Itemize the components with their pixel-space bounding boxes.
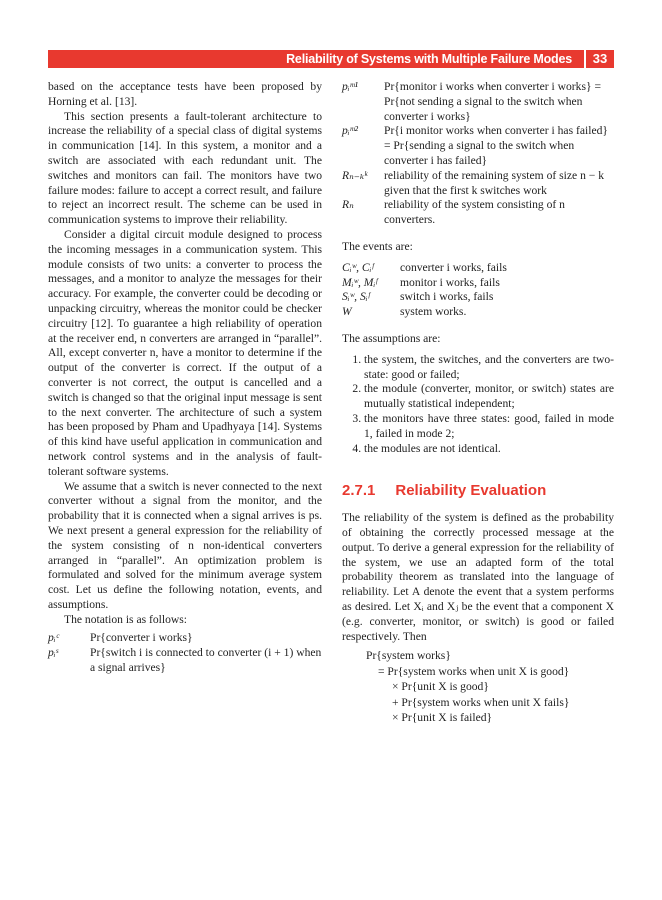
assumptions-intro: The assumptions are:	[342, 331, 441, 345]
notation-definition: Pr{monitor i works when converter i works} = Pr{not sending a signal to the switch when converter i works}	[384, 80, 601, 123]
section-title: Reliability Evaluation	[395, 482, 547, 500]
notation-definition: Pr{i monitor works when converter i has failed} = Pr{sending a signal to the switch when converter i has failed}	[384, 124, 608, 167]
event-symbol: Mᵢʷ, Mᵢᶠ	[342, 275, 378, 289]
notation-list	[342, 80, 614, 228]
assumptions-list	[342, 353, 614, 457]
events-intro: The events are:	[342, 239, 413, 253]
assumption-item: 2. the module (converter, monitor, or switch) states are mutually statistical independent;	[364, 382, 614, 412]
paragraph: The reliability of the system is defined as the probability of obtaining the correctly processed message at the output. To derive a general expression for the reliability of the system, we use an adapted form of the total probability theorem as translated into the language of reliability. Let A denote the event that a system performs as desired. Let Xᵢ and Xⱼ be the event that a component X (e.g. converter, monitor, or switch) is good or failed respectively. Then	[342, 511, 614, 643]
equation-line: × Pr{unit X is failed}	[392, 711, 493, 725]
notation-definition: reliability of the system consisting of n converters.	[384, 198, 565, 227]
notation-definition: Pr{switch i is connected to converter (i + 1) when a signal arrives}	[90, 646, 322, 675]
paragraph: We assume that a switch is never connected to the next converter without a signal from the monitor, and the probability that it is connected when a signal arrives is ps. We next present a general expression for the reliability of the system consisting of n non-identical converters arranged in “parallel”. An optimization problem is formulated and solved for the minimum average system cost. Let us define the following notation, events, and assumptions.	[48, 479, 322, 611]
notation-symbol: pᵢᶜ	[48, 631, 59, 645]
assumption-item: 3. the monitors have three states: good, failed in mode 1, failed in mode 2;	[364, 412, 614, 442]
event-symbol: Sᵢʷ, Sᵢᶠ	[342, 290, 370, 304]
equation	[342, 648, 614, 726]
event-symbol: W	[342, 305, 352, 319]
right-column	[342, 80, 614, 726]
equation-line: + Pr{system works when unit X fails}	[392, 695, 570, 709]
paragraph: based on the acceptance tests have been proposed by Horning et al. [13].	[48, 80, 322, 108]
page-number: 33	[584, 50, 614, 68]
notation-symbol: pᵢᵐ²	[342, 124, 358, 138]
notation-definition: reliability of the remaining system of size n − k given that the first k switches work	[384, 168, 605, 197]
event-definition: converter i works, fails	[400, 260, 507, 274]
event-definition: monitor i works, fails	[400, 275, 500, 289]
paragraph: This section presents a fault-tolerant architecture to increase the reliability of a special class of digital systems in communication [14]. In this system, a monitor and a switch are associated with each redundant unit. The switches and monitors can fail. The monitors have two failure modes: failure to accept a correct result, and failure to reject an incorrect result. The scheme can be used in communication systems to improve their reliability.	[48, 109, 322, 227]
section-heading	[342, 484, 614, 499]
events-list	[342, 261, 614, 320]
notation-symbol: Rₙ	[342, 198, 354, 212]
equation-line: × Pr{unit X is good}	[392, 680, 489, 694]
notation-symbol: Rₙ₋ₖᵏ	[342, 168, 368, 182]
notation-symbol: pᵢˢ	[48, 646, 59, 660]
assumption-item: 4. the modules are not identical.	[364, 442, 614, 457]
running-header	[48, 50, 614, 68]
notation-symbol: pᵢᵐ¹	[342, 80, 358, 93]
left-column	[48, 80, 322, 676]
notation-definition: Pr{converter i works}	[90, 631, 193, 645]
paragraph: Consider a digital circuit module designed to process the incoming messages in a communication system. This module consists of two units: a converter to process the messages, and a monitor to analyze the messages for their accuracy. For example, the converter could be decoding or unpacking circuitry, whereas the monitor could be checker circuitry [12]. To guarantee a high reliability of operation at the receiver end, n converters are arranged in “parallel”. All, except converter n, have a monitor to determine if the output of the converter is correct. If the output of a converter is not correct, the output is cancelled and a switch is changed so that the original input message is sent to the next converter. The architecture of such a system has been proposed by Pham and Upadhyaya [14]. Systems of this kind have useful application in communication and network control systems and in the analysis of fault-tolerant software systems.	[48, 227, 322, 478]
running-header-title: Reliability of Systems with Multiple Failure Modes	[286, 52, 572, 66]
assumption-item: 1. the system, the switches, and the converters are two-state: good or failed;	[364, 353, 614, 383]
section-number: 2.7.1	[342, 482, 376, 500]
event-definition: switch i works, fails	[400, 290, 494, 304]
event-definition: system works.	[400, 305, 467, 319]
equation-line: = Pr{system works when unit X is good}	[378, 664, 570, 678]
paragraph: The notation is as follows:	[64, 612, 188, 626]
event-symbol: Cᵢʷ, Cᵢᶠ	[342, 260, 374, 274]
equation-line: Pr{system works}	[366, 649, 451, 663]
notation-list	[48, 631, 322, 675]
